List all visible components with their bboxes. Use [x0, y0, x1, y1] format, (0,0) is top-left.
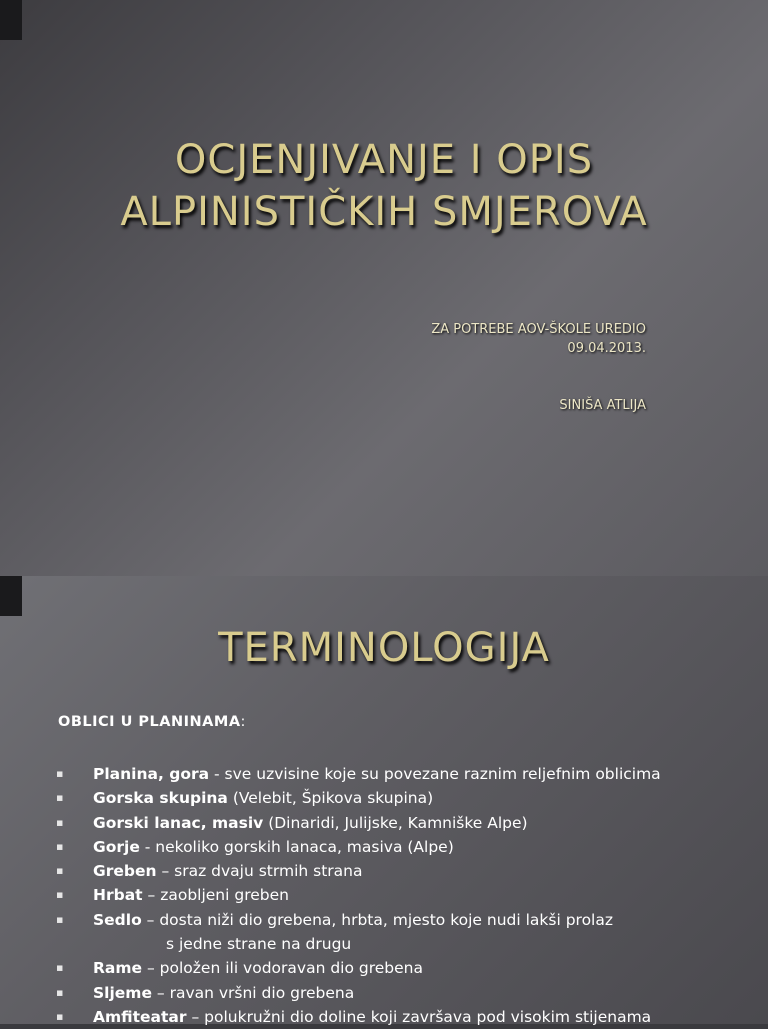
- term-item: [56, 956, 756, 980]
- term-item: [56, 859, 756, 883]
- term-item: [56, 786, 756, 810]
- subtitle-date: 09.04.2013.: [567, 341, 646, 356]
- term-name: Planina, gora: [93, 765, 210, 783]
- corner-decoration: [0, 0, 22, 40]
- term-name: Sedlo: [93, 910, 142, 929]
- term-name: Gorje: [93, 837, 140, 856]
- term-description-continued: s jedne strane na drugu: [166, 935, 352, 954]
- term-name: Rame: [93, 959, 143, 978]
- slide-title-line-1: OCJENJIVANJE I OPIS: [174, 137, 594, 183]
- term-description: - sve uzvisine koje su povezane raznim reljefnim oblicima: [209, 765, 661, 783]
- term-description: – zaobljeni greben: [142, 886, 289, 905]
- term-name: Sljeme: [93, 983, 152, 1002]
- term-item: [56, 981, 756, 1005]
- bullet-icon: ▪: [56, 912, 64, 926]
- bullet-icon: ▪: [56, 767, 64, 780]
- term-name: Gorska skupina: [93, 789, 228, 808]
- subtitle-editor-line: ZA POTREBE AOV-ŠKOLE UREDIO: [431, 322, 646, 337]
- term-description: – položen ili vodoravan dio grebena: [142, 959, 423, 978]
- subtitle-author: SINIŠA ATLIJA: [559, 398, 646, 413]
- term-description: – sraz dvaju strmih strana: [156, 862, 363, 881]
- bullet-icon: ▪: [56, 961, 64, 975]
- bullet-icon: ▪: [56, 815, 64, 829]
- bullet-icon: ▪: [56, 839, 64, 853]
- slide-title-line-2: ALPINISTIČKIH SMJEROVA: [120, 189, 648, 235]
- term-item: [56, 908, 756, 957]
- term-description: (Velebit, Špikova skupina): [227, 789, 434, 808]
- slide-subtitle: [431, 320, 646, 415]
- terminology-title: TERMINOLOGIJA: [218, 625, 550, 671]
- section-heading-text: OBLICI U PLANINAMA: [58, 714, 241, 730]
- term-description: - nekoliko gorskih lanaca, masiva (Alpe): [139, 837, 454, 856]
- term-description: – ravan vršni dio grebena: [151, 983, 355, 1002]
- term-item: [56, 811, 756, 835]
- bullet-icon: ▪: [56, 864, 64, 878]
- bullet-icon: ▪: [56, 888, 64, 902]
- bullet-icon: ▪: [56, 791, 64, 805]
- term-name: Gorski lanac, masiv: [93, 813, 264, 832]
- term-item: [56, 762, 756, 786]
- section-heading: [58, 714, 246, 730]
- term-item: [56, 1005, 756, 1029]
- bullet-icon: ▪: [56, 1009, 64, 1023]
- corner-decoration: [0, 576, 22, 616]
- term-description: (Dinaridi, Julijske, Kamniške Alpe): [263, 813, 528, 832]
- term-name: Greben: [93, 862, 157, 881]
- term-name: Amfiteatar: [93, 1007, 187, 1026]
- bullet-icon: ▪: [56, 985, 64, 999]
- terms-list: [56, 762, 756, 1029]
- term-name: Hrbat: [93, 886, 143, 905]
- term-description: – polukružni dio doline koji završava pod visokim stijenama: [186, 1007, 652, 1026]
- term-item: [56, 883, 756, 907]
- section-heading-colon: :: [240, 714, 246, 730]
- term-description: – dosta niži dio grebena, hrbta, mjesto koje nudi lakši prolaz: [141, 910, 614, 929]
- slide-title: [0, 134, 768, 238]
- term-item: [56, 835, 756, 859]
